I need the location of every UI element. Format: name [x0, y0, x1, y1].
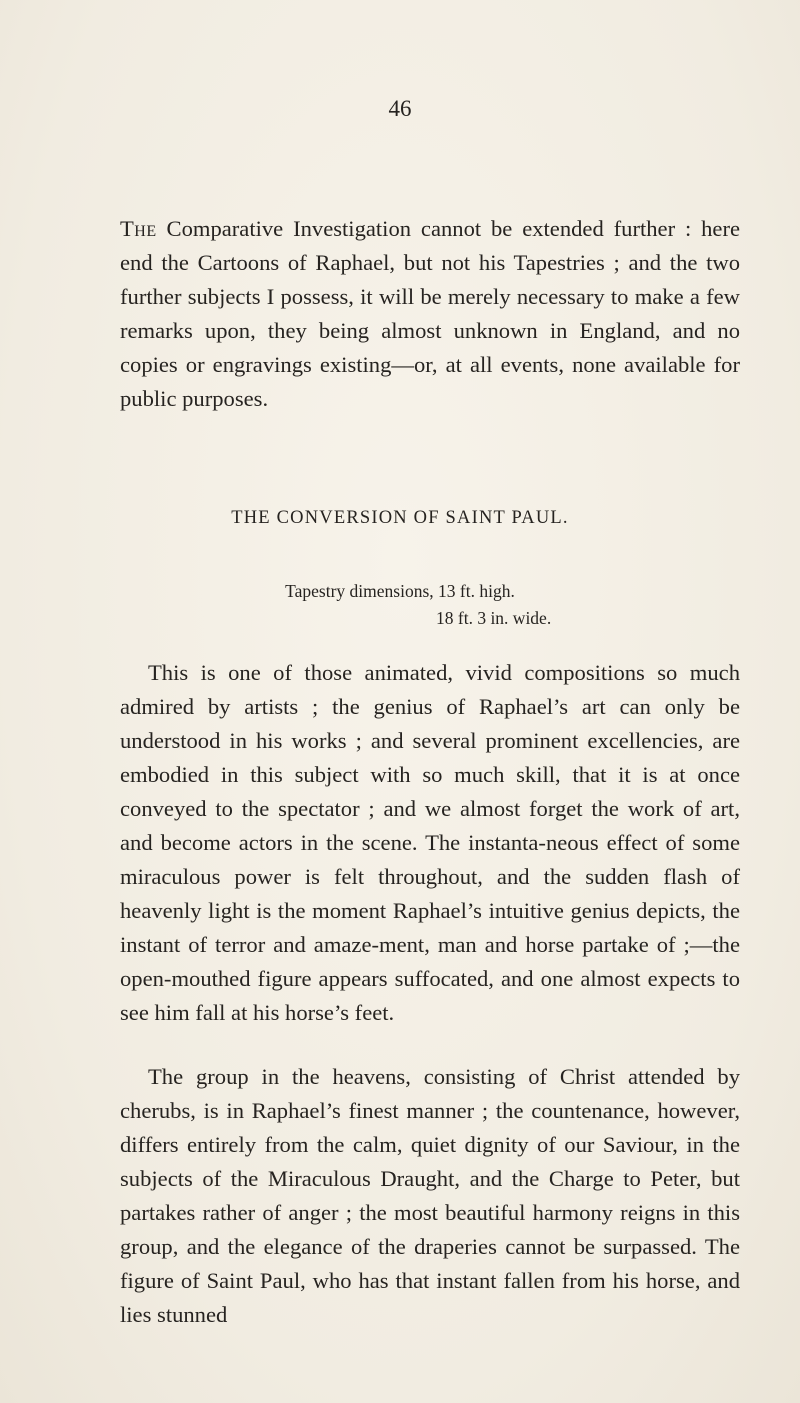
- intro-paragraph: [120, 212, 740, 416]
- body-paragraph-2: The group in the heavens, consisting of Christ attended by cherubs, is in Raphael’s finest manner ; the countenance, however, differs entirely from the calm, quiet dignity of our Saviour, in the subjects of the Miraculous Draught, and the Charge to Peter, but partakes rather of anger ; the most beautiful harmony reigns in this group, and the elegance of the draperies cannot be surpassed. The figure of Saint Paul, who has that instant fallen from his horse, and lies stunned: [120, 1064, 740, 1327]
- section-title: THE CONVERSION OF SAINT PAUL.: [231, 508, 569, 528]
- intro-lead-word: The: [120, 216, 157, 241]
- dimensions-width: 18 ft. 3 in. wide.: [436, 608, 552, 628]
- intro-text: Comparative Investigation cannot be extended further : here end the Cartoons of Raphael, but not his Tapestries ; and the two further subjects I possess, it will be merely necessary to make a few remarks upon, they being almost unknown in England, and no copies or engravings existing—or, at all events, none available for public purposes.: [120, 216, 740, 411]
- page-number: 46: [388, 96, 412, 121]
- dimensions-height: Tapestry dimensions, 13 ft. high.: [285, 581, 515, 601]
- body-paragraph-1: This is one of those animated, vivid compositions so much admired by artists ; the genius of Raphael’s art can only be understood in his works ; and several prominent excellencies, are embodied in this subject with so much skill, that it is at once conveyed to the spectator ; and we almost forget the work of art, and become actors in the scene. The instanta-neous effect of some miraculous power is felt throughout, and the sudden flash of heavenly light is the moment Raphael’s intuitive genius depicts, the instant of terror and amaze-ment, man and horse partake of ;—the open-mouthed figure appears suffocated, and one almost expects to see him fall at his horse’s feet.: [120, 660, 740, 1025]
